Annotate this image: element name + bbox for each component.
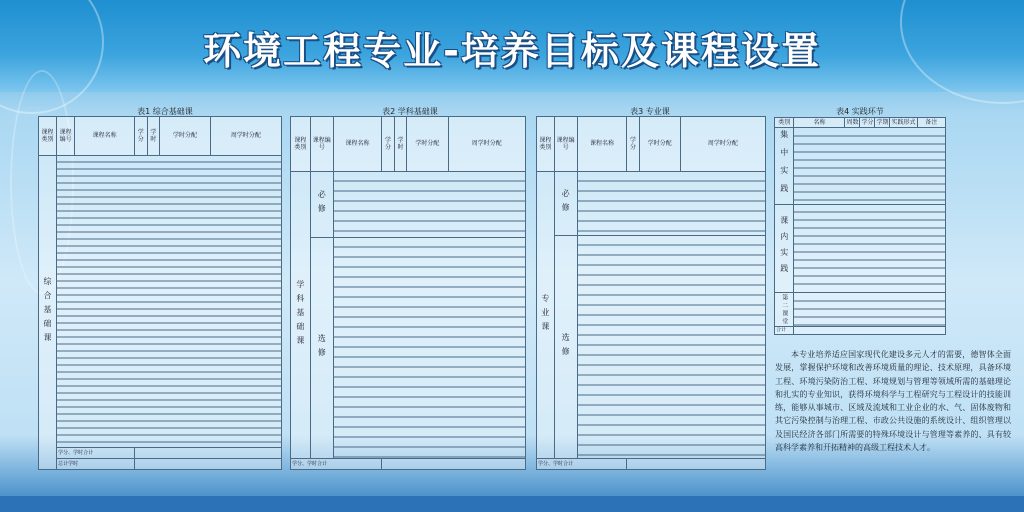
table2-header-weekly: 周学时分配 [448, 117, 525, 172]
table1-subtotal-label: 学分、学时合计 [57, 448, 135, 459]
table4-category-concentrated: 集中实践 [775, 128, 794, 204]
table4-category-in-class: 课内实践 [775, 204, 794, 293]
program-objective-paragraph: 本专业培养适应国家现代化建设多元人才的需要，德智体全面发展，掌握保护环境和改善环境质量的理论、技术原理，具备环境工程、环境污染防治工程、环境规划与管理等领域所需的基础理论和扎实的专业知识，获得环境科学与工程研究与工程设计的技能训练，能够从事城市、区域及流域和工业企业的水、气、固体废物和其它污染控制与治理工程、市政公共设施的系统设计、组织管理以及国民经济各部门所需要的特殊环境设计与管理等素养的、具有较高科学素养和开拓精神的高级工程技术人才。 [775, 350, 1011, 453]
table2-subtotal-values [382, 459, 526, 470]
table2-header-code: 课程编号 [310, 117, 333, 172]
table4-concentrated-body [794, 128, 946, 204]
table1 [38, 116, 282, 470]
table3-subtotal-label: 学分、学时合计 [537, 459, 627, 470]
table2-required-body [333, 171, 525, 237]
table4-total-label: 合计 [775, 326, 794, 334]
table1-header-hours: 学时 [147, 117, 160, 156]
table2-category-label: 学科基础课 [291, 171, 311, 459]
table4-category-second-classroom: 第二课堂 [775, 293, 794, 327]
table3-header-weekly: 周学时分配 [680, 117, 765, 172]
table1-header-category: 课程类别 [39, 117, 57, 156]
page-title: 环境工程专业-培养目标及课程设置 [203, 29, 821, 73]
table2-header-hour-alloc: 学时分配 [407, 117, 448, 172]
table1-header-credit: 学分 [134, 117, 147, 156]
table3-header-code: 课程编号 [554, 117, 577, 172]
table4-header-note: 备注 [917, 118, 946, 128]
table4-header-term: 学期 [876, 119, 889, 127]
table3-caption: 表3 专业课 [630, 107, 670, 116]
table2-header-credit: 学分 [382, 117, 395, 172]
table2-caption: 表2 学科基础课 [382, 107, 438, 116]
table1-header-hour-alloc: 学时分配 [160, 117, 211, 156]
table4 [774, 117, 946, 335]
table3-header-name: 课程名称 [577, 117, 627, 172]
table2-elective-body [333, 237, 525, 459]
table4-second-classroom-body [794, 293, 946, 327]
table3-elective-label: 选修 [554, 235, 577, 459]
table4-in-class-body [794, 204, 946, 293]
table3-header-credit: 学分 [627, 117, 639, 172]
table3 [536, 116, 766, 470]
table1-header-weekly: 周学时分配 [210, 117, 281, 156]
table1-category-label: 综合基础课 [39, 155, 57, 469]
table4-header-name: 名称 [794, 118, 845, 128]
table1-footer-label: 总计学时 [57, 459, 135, 470]
table4-header-form: 实践形式 [891, 119, 916, 127]
table2 [290, 116, 526, 470]
table2-subtotal-label: 学分、学时合计 [291, 459, 382, 470]
table3-category-label: 专业课 [537, 171, 555, 459]
table3-header-category: 课程类别 [537, 117, 555, 172]
table1-caption: 表1 综合基础课 [137, 107, 193, 116]
table2-header-hours: 学时 [394, 117, 407, 172]
table3-header-hour-alloc: 学时分配 [639, 117, 680, 172]
table3-required-body [577, 171, 765, 235]
table2-elective-label: 选修 [310, 237, 333, 459]
table4-total-values [794, 326, 946, 334]
table1-header-code: 课程编号 [57, 117, 75, 156]
table2-header-name: 课程名称 [333, 117, 381, 172]
table2-required-label: 必修 [310, 171, 333, 237]
table1-footer-values [134, 459, 281, 470]
table4-caption: 表4 实践环节 [836, 107, 884, 116]
table4-header-credit: 学分 [861, 119, 874, 127]
footer-band [0, 496, 1024, 512]
table3-elective-body [577, 235, 765, 459]
table4-header-type: 类别 [775, 118, 794, 128]
table4-header-weeks: 周数 [846, 119, 859, 127]
table1-subtotal-values [134, 448, 281, 459]
table2-header-category: 课程类别 [291, 117, 311, 172]
table1-body [57, 155, 282, 448]
table3-required-label: 必修 [554, 171, 577, 235]
table3-subtotal-values [627, 459, 766, 470]
table1-header-name: 课程名称 [75, 117, 135, 156]
